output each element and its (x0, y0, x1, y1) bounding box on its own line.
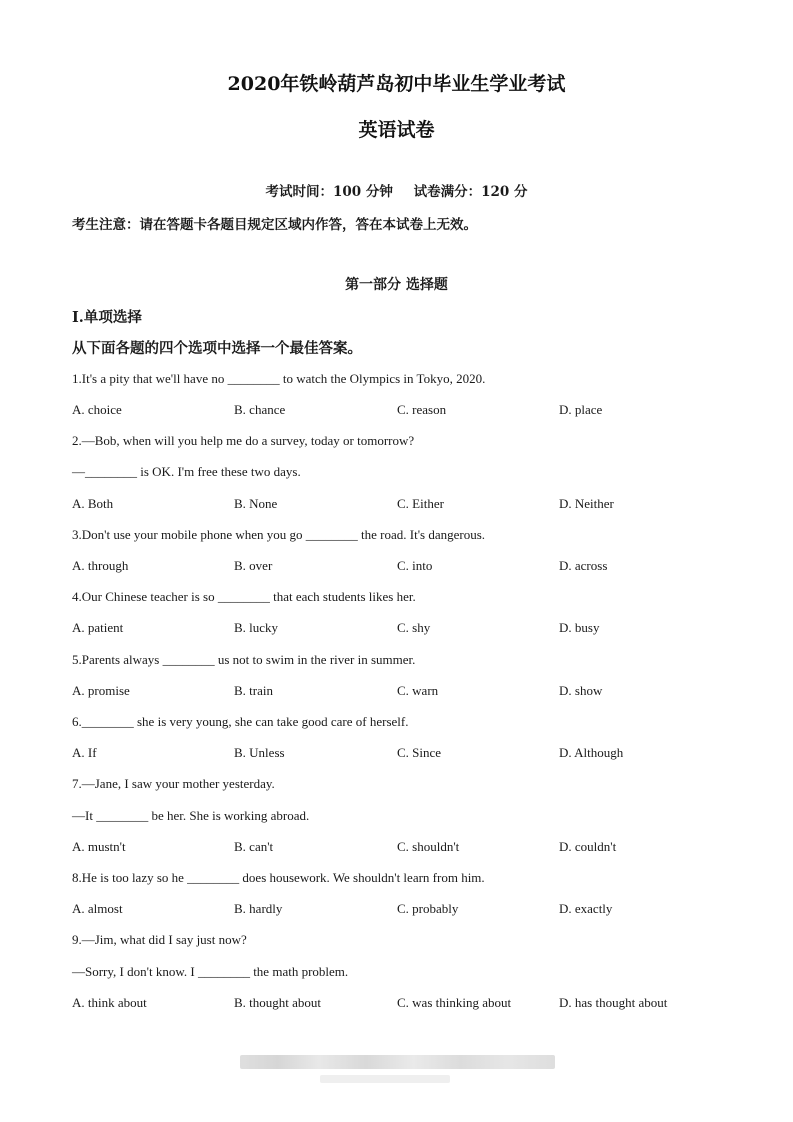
exam-score: 试卷满分：120 分 (413, 184, 528, 200)
exam-meta (0, 180, 793, 200)
option-c: C. Either (397, 496, 444, 511)
option-b: B. train (234, 683, 273, 698)
question-line: —It ________ be her. She is working abroad. (72, 808, 310, 823)
blurred-footer-watermark (240, 1055, 555, 1069)
option-c: C. reason (397, 402, 447, 417)
question-line: 9.—Jim, what did I say just now? (72, 932, 247, 947)
option-d: D. Although (559, 745, 624, 760)
option-d: D. busy (559, 620, 600, 635)
part-heading: 第一部分 选择题 (345, 277, 448, 293)
option-d: D. has thought about (559, 995, 668, 1010)
option-b: B. thought about (234, 995, 322, 1010)
option-a: A. Both (72, 496, 114, 511)
option-c: C. into (397, 558, 433, 573)
question-line: 6.________ she is very young, she can take good care of herself. (72, 714, 409, 729)
question-line: 8.He is too lazy so he ________ does housework. We shouldn't learn from him. (72, 870, 485, 885)
option-d: D. Neither (559, 496, 614, 511)
question-line: —Sorry, I don't know. I ________ the math problem. (72, 964, 349, 979)
blurred-footer-subline (320, 1075, 450, 1083)
option-a: A. patient (72, 620, 124, 635)
option-c: C. Since (397, 745, 442, 760)
exam-time: 考试时间：100 分钟 (265, 184, 393, 200)
section-title: I.单项选择 (72, 309, 142, 326)
option-a: A. mustn't (72, 839, 126, 854)
question-line: 4.Our Chinese teacher is so ________ that each students likes her. (72, 589, 416, 604)
option-c: C. was thinking about (397, 995, 512, 1010)
option-b: B. lucky (234, 620, 279, 635)
option-b: B. hardly (234, 901, 283, 916)
question-line: 5.Parents always ________ us not to swim in the river in summer. (72, 652, 416, 667)
option-c: C. warn (397, 683, 439, 698)
section-instruction: 从下面各题的四个选项中选择一个最佳答案。 (72, 340, 362, 357)
option-d: D. exactly (559, 901, 613, 916)
exam-subtitle: 英语试卷 (358, 119, 435, 141)
question-line: 7.—Jane, I saw your mother yesterday. (72, 776, 275, 791)
exam-title: 2020年铁岭葫芦岛初中毕业生学业考试 (227, 73, 566, 95)
option-c: C. shouldn't (397, 839, 460, 854)
option-a: A. through (72, 558, 129, 573)
option-a: A. choice (72, 402, 122, 417)
question-line: —________ is OK. I'm free these two days. (72, 464, 301, 479)
exam-notice: 考生注意：请在答题卡各题目规定区域内作答，答在本试卷上无效。 (72, 217, 477, 233)
question-line: 2.—Bob, when will you help me do a survey, today or tomorrow? (72, 433, 415, 448)
option-d: D. couldn't (559, 839, 617, 854)
option-b: B. None (234, 496, 278, 511)
question-line: 3.Don't use your mobile phone when you go ________ the road. It's dangerous. (72, 527, 486, 542)
option-a: A. If (72, 745, 97, 760)
option-d: D. show (559, 683, 603, 698)
option-c: C. shy (397, 620, 431, 635)
option-d: D. place (559, 402, 603, 417)
option-b: B. over (234, 558, 273, 573)
option-d: D. across (559, 558, 608, 573)
option-a: A. promise (72, 683, 130, 698)
option-a: A. think about (72, 995, 147, 1010)
option-b: B. can't (234, 839, 274, 854)
option-b: B. chance (234, 402, 286, 417)
option-b: B. Unless (234, 745, 285, 760)
question-line: 1.It's a pity that we'll have no ________ to watch the Olympics in Tokyo, 2020. (72, 371, 486, 386)
option-a: A. almost (72, 901, 123, 916)
option-c: C. probably (397, 901, 459, 916)
